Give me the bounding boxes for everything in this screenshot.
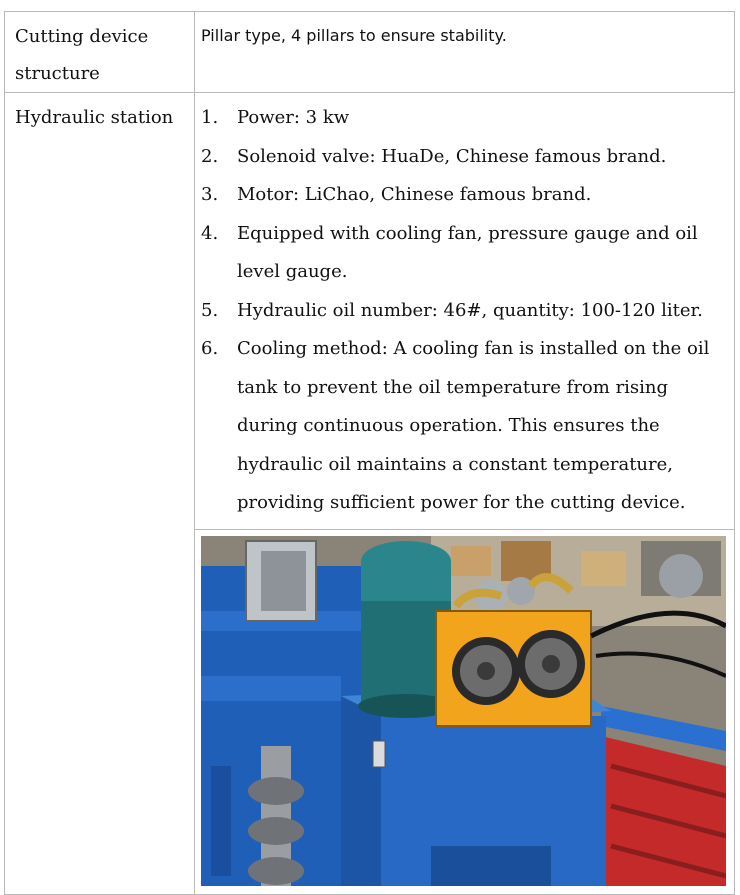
label-cell xyxy=(5,93,195,895)
photo-frame xyxy=(195,529,734,894)
list-item xyxy=(201,215,726,292)
list-item xyxy=(201,176,726,215)
label-cell xyxy=(5,12,195,93)
item-text: Power: 3 kw xyxy=(237,107,350,128)
item-number: 2. xyxy=(201,145,219,167)
item-number: 5. xyxy=(201,299,219,321)
list-item xyxy=(201,330,726,523)
spec-table xyxy=(4,11,735,895)
item-number: 3. xyxy=(201,184,219,205)
list-item xyxy=(201,99,726,138)
item-text: Hydraulic oil number: 46#, quantity: 100-120 liter. xyxy=(237,299,703,321)
item-text: Motor: LiChao, Chinese famous brand. xyxy=(237,184,592,205)
item-text: Equipped with cooling fan, pressure gauge and oil level gauge. xyxy=(237,222,698,282)
list-item xyxy=(201,138,726,177)
item-text: Cooling method: A cooling fan is installed on the oil tank to prevent the oil temperature from rising during continuous operation. This ensures the hydraulic oil maintains a constant temperature, providing sufficient power for the cutting device. xyxy=(237,338,710,513)
item-number: 1. xyxy=(201,107,219,128)
value-cell xyxy=(195,12,735,93)
table-row xyxy=(5,93,735,895)
item-text: Solenoid valve: HuaDe, Chinese famous brand. xyxy=(237,145,667,167)
row-label: Hydraulic station xyxy=(15,107,174,128)
value-cell xyxy=(195,93,735,895)
row-value: Pillar type, 4 pillars to ensure stability. xyxy=(201,26,507,45)
spec-list xyxy=(195,93,734,523)
item-number: 4. xyxy=(201,222,219,244)
item-number: 6. xyxy=(201,338,219,359)
list-item xyxy=(201,292,726,331)
row-label: Cutting device structure xyxy=(15,26,149,84)
table-row xyxy=(5,12,735,93)
hydraulic-station-photo xyxy=(201,536,726,886)
